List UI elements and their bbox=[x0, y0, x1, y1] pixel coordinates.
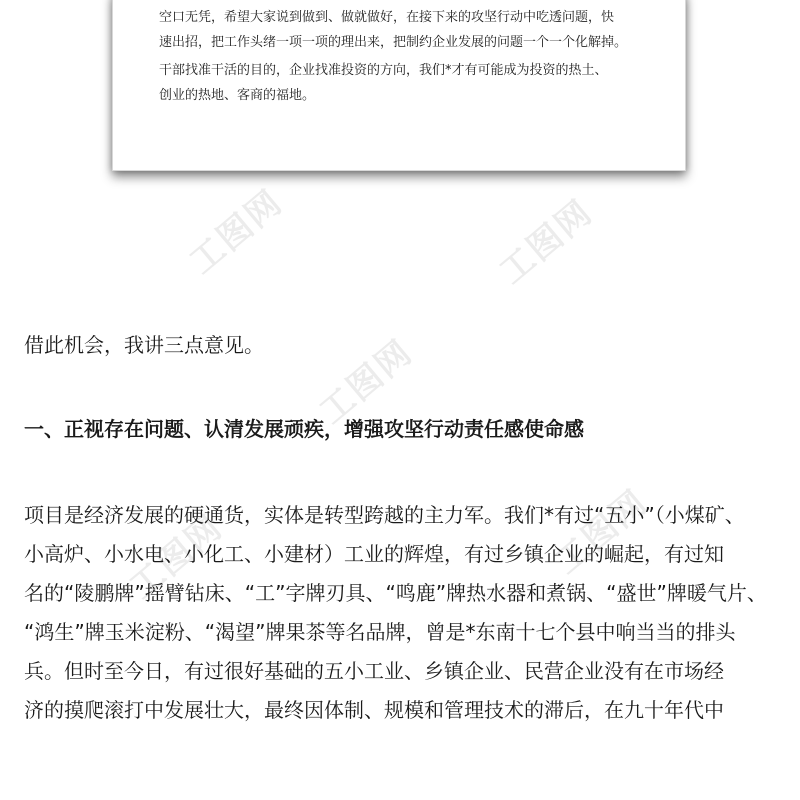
intro-text: 借此机会，我讲三点意见。 bbox=[24, 333, 264, 357]
body-line: 项目是经济发展的硬通货，实体是转型跨越的主力军。我们*有过“五小”（小煤矿、 bbox=[24, 503, 745, 527]
watermark: 工图网 bbox=[122, 507, 231, 608]
card-line: 干部找准干活的目的，企业找准投资的方向，我们*才有可能成为投资的热土、 bbox=[159, 63, 608, 78]
card-line: 创业的热地、客商的福地。 bbox=[159, 87, 316, 103]
body-line: 小高炉、小水电、小化工、小建材）工业的辉煌，有过乡镇企业的崛起，有过知 bbox=[24, 542, 724, 566]
card-line: 速出招，把工作头绪一项一项的理出来，把制约企业发展的问题一个一个化解掉。 bbox=[159, 34, 628, 50]
body-line: 济的摸爬滚打中发展壮大，最终因体制、规模和管理技术的滞后，在九十年代中 bbox=[24, 698, 724, 722]
card-line: 空口无凭，希望大家说到做到、做就做好，在接下来的攻坚行动中吃透问题，快 bbox=[159, 10, 615, 25]
body-line: “鸿生”牌玉米淀粉、“渴望”牌果茶等名品牌，曾是*东南十七个县中响当当的排头 bbox=[24, 620, 736, 644]
document-preview-card bbox=[112, 0, 686, 171]
watermark: 工图网 bbox=[182, 182, 291, 283]
body-paragraph bbox=[24, 496, 784, 730]
body-line: 兵。但时至今日，有过很好基础的五小工业、乡镇企业、民营企业没有在市场经 bbox=[24, 659, 724, 683]
card-text bbox=[159, 6, 649, 108]
watermark: 工图网 bbox=[492, 192, 601, 293]
watermark: 工图网 bbox=[312, 332, 421, 433]
section-heading: 一、正视存在问题、认清发展顽疾，增强攻坚行动责任感使命感 bbox=[24, 417, 584, 441]
watermark: 工图网 bbox=[547, 482, 656, 583]
body-line: 名的“陵鹏牌”摇臂钻床、“工”字牌刃具、“鸣鹿”牌热水器和煮锅、“盛世”牌暖气片、 bbox=[24, 581, 767, 605]
